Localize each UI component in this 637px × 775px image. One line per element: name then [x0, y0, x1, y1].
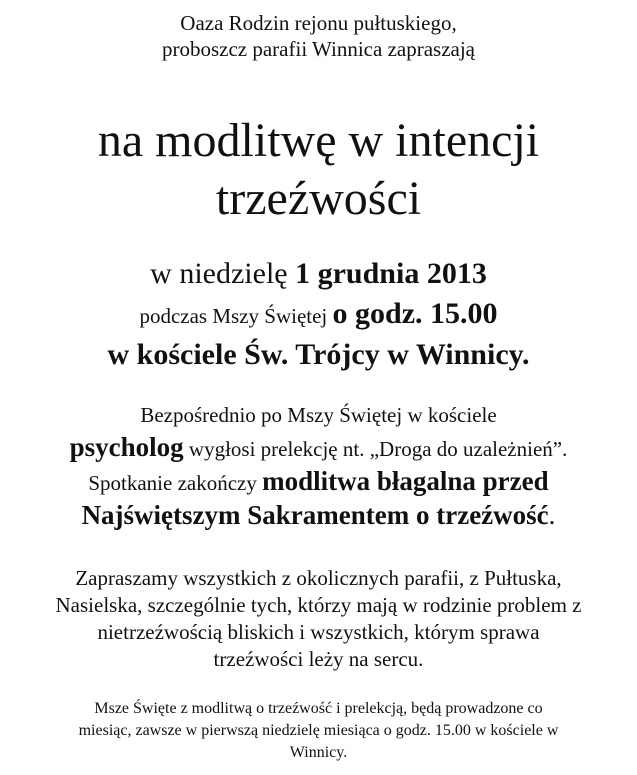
info-period: . [548, 500, 556, 530]
event-date: 1 grudnia 2013 [295, 257, 487, 290]
intro-line-2: proboszcz parafii Winnica zapraszają [161, 37, 475, 61]
invite-line-2: Nasielska, szczególnie tych, którzy mają w rodzinie problem z [55, 593, 582, 617]
time-prefix: podczas Mszy Świętej [139, 304, 333, 328]
note-line-3: Winnicy. [289, 744, 348, 761]
poster-title [0, 112, 637, 228]
info-line-1: Bezpośrednio po Mszy Świętej w kościele [140, 403, 497, 427]
event-time-line [0, 294, 637, 336]
title-line-1: na modlitwę w intencji [97, 114, 540, 167]
invite-line-1: Zapraszamy wszystkich z okolicznych parafii, z Pułtuska, [75, 566, 562, 590]
program-info [0, 399, 637, 533]
event-date-line [0, 254, 637, 294]
invitation-paragraph [0, 565, 637, 673]
event-time: o godz. 15.00 [332, 297, 498, 330]
organizers-intro [0, 10, 637, 62]
monthly-note [0, 698, 637, 764]
date-prefix: w niedzielę [150, 257, 296, 290]
event-place-line [0, 336, 637, 374]
closing-prefix: Spotkanie zakończy [88, 471, 263, 495]
sacrament-text: Najświętszym Sakramentem o trzeźwość [81, 500, 549, 530]
info-line-4 [0, 499, 637, 533]
intro-line-1: Oaza Rodzin rejonu pułtuskiego, [180, 11, 457, 35]
lecture-text: wygłosi prelekcję nt. „Droga do uzależnień”. [183, 437, 568, 461]
event-details [0, 254, 637, 374]
info-line-3 [0, 465, 637, 499]
title-line-2: trzeźwości [215, 172, 422, 225]
event-place: w kościele Św. Trójcy w Winnicy. [107, 338, 530, 371]
info-line-2 [0, 431, 637, 465]
note-line-1: Msze Święte z modlitwą o trzeźwość i prelekcją, będą prowadzone co [94, 700, 543, 717]
prayer-text: modlitwa błagalna przed [262, 466, 549, 496]
invite-line-4: trzeźwości leży na sercu. [213, 647, 424, 671]
psycholog-word: psycholog [69, 432, 184, 462]
note-line-2: miesiąc, zawsze w pierwszą niedzielę miesiąca o godz. 15.00 w kościele w [78, 722, 559, 739]
invite-line-3: nietrzeźwością bliskich i wszystkich, którym sprawa [97, 620, 540, 644]
